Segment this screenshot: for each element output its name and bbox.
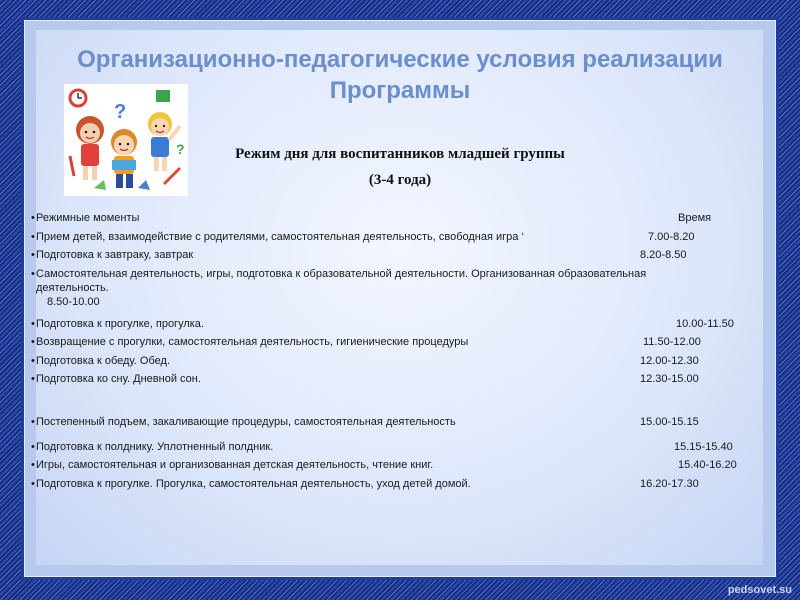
bullet: • [31, 318, 35, 330]
column-label-moments: Режимные моменты [36, 212, 140, 224]
svg-text:?: ? [176, 141, 185, 157]
bullet: • [31, 355, 35, 367]
activity-time: 8.50-10.00 [47, 296, 100, 308]
bullet: • [31, 459, 35, 471]
list-item [31, 267, 711, 309]
bullet: • [31, 336, 35, 348]
age-group-label: (3-4 года) [368, 172, 432, 188]
list-item [31, 373, 771, 389]
activity-time: 16.20-17.30 [640, 478, 699, 490]
activity-time: 15.15-15.40 [674, 441, 733, 453]
slide-title: Организационно-педагогические условия реализации Программы [77, 46, 723, 104]
list-item [31, 441, 771, 457]
activity-time: 10.00-11.50 [676, 318, 734, 330]
bullet: • [31, 249, 35, 261]
watermark: pedsovet.su [727, 584, 792, 596]
list-item [31, 459, 771, 475]
activity-label: Постепенный подъем, закаливающие процедуры, самостоятельная деятельность [36, 416, 456, 428]
activity-label: Подготовка к обеду. Обед. [36, 355, 171, 367]
activity-time: 15.00-15.15 [640, 416, 699, 428]
activity-label: Подготовка к прогулке, прогулка. [36, 318, 204, 330]
activity-label: Подготовка к завтраку, завтрак [36, 249, 194, 261]
activity-label: Прием детей, взаимодействие с родителями, самостоятельная деятельность, свободная игра ‘ [36, 231, 524, 243]
activity-time: 8.20-8.50 [640, 249, 687, 261]
bullet: • [31, 212, 35, 224]
list-item [31, 318, 771, 334]
bullet: • [31, 478, 35, 490]
activity-time: 12.00-12.30 [640, 355, 699, 367]
activity-time: 7.00-8.20 [648, 231, 695, 243]
activity-label: Игры, самостоятельная и организованная детская деятельность, чтение книг. [36, 459, 434, 471]
activity-label: Подготовка ко сну. Дневной сон. [36, 373, 201, 385]
activity-time: 12.30-15.00 [640, 373, 699, 385]
list-item [31, 336, 771, 352]
activity-label: Возвращение с прогулки, самостоятельная деятельность, гигиенические процедуры [36, 336, 469, 348]
bullet: • [31, 231, 35, 243]
list-item [31, 355, 771, 371]
list-header [31, 212, 771, 228]
activity-label: Подготовка к полднику. Уплотненный полдник. [36, 441, 274, 453]
schedule-heading: Режим дня для воспитанников младшей группы [235, 146, 565, 162]
activity-time: 15.40-16.20 [678, 459, 737, 471]
activity-time: 11.50-12.00 [643, 336, 701, 348]
bullet: • [31, 373, 35, 385]
list-item [31, 416, 771, 432]
list-item [31, 249, 771, 265]
list-item [31, 478, 771, 494]
column-label-time: Время [678, 212, 712, 224]
bullet: • [31, 268, 35, 280]
question-mark-icon: ? [114, 101, 127, 123]
list-item [31, 231, 771, 247]
activity-label: Самостоятельная деятельность, игры, подготовка к образовательной деятельности. Организованная образовательная деятельность. [36, 268, 647, 294]
bullet: • [31, 416, 35, 428]
bullet: • [31, 441, 35, 453]
activity-label: Подготовка к прогулке. Прогулка, самостоятельная деятельность, уход детей домой. [36, 478, 471, 490]
